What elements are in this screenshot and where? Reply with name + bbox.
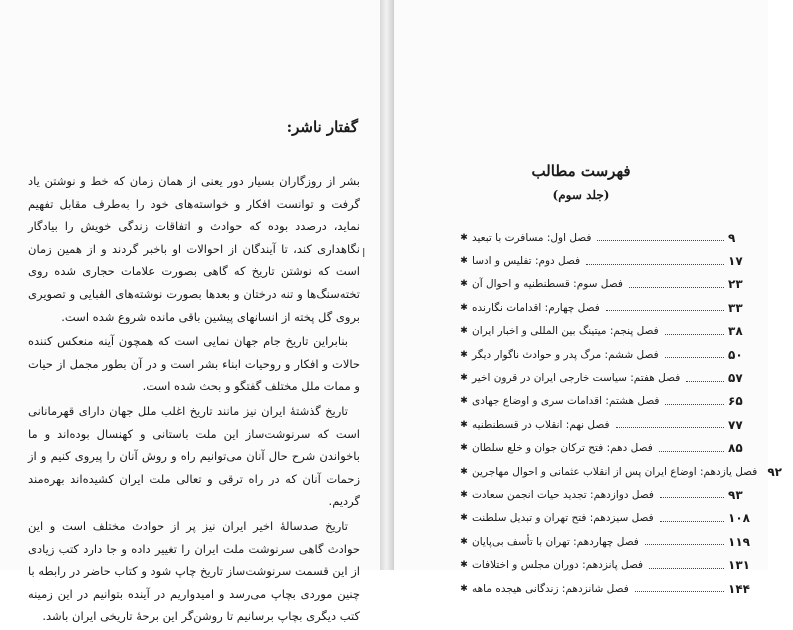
asterisk-icon: ✱ — [460, 560, 468, 571]
toc-entry-label: فصل هفتم: سیاست خارجی ایران در قرون اخیر — [472, 372, 681, 385]
asterisk-icon: ✱ — [460, 232, 468, 243]
asterisk-icon: ✱ — [460, 489, 468, 500]
toc-entry-page-number: ۳۳ — [728, 300, 743, 315]
toc-entry-page-number: ۱۷ — [728, 254, 743, 269]
toc-entry-label: فصل پنجم: میتینگ بین المللی و اخبار ایران — [472, 325, 659, 338]
asterisk-icon: ✱ — [460, 466, 468, 477]
toc-leader-dots — [665, 404, 724, 405]
publisher-note-title: گفتار ناشر: — [286, 118, 358, 136]
toc-entry — [458, 273, 754, 296]
toc-leader-dots — [686, 381, 724, 382]
toc-leader-dots — [649, 568, 724, 569]
note-paragraph: بنابراین تاریخ جام جهان نمایی است که همچون آینه منعکس کننده حالات و افکار و روحیات ابناء بشر است و در آن بطور مجمل از حیات و ممات ملل مختلف گفتگو و بحث شده است. — [28, 334, 360, 394]
toc-leader-dots — [635, 591, 724, 592]
toc-entry-label: فصل دوم: تفلیس و ادسا — [472, 255, 581, 268]
toc-title: فهرست مطالب — [531, 162, 631, 180]
toc-entry-page-number: ۱۰۸ — [728, 511, 750, 526]
toc-subtitle: (جلد سوم) — [552, 188, 610, 202]
toc-entry-page-number: ۷۷ — [728, 417, 743, 432]
toc-entry — [458, 366, 754, 389]
toc-entry-page-number: ۵۰ — [728, 347, 743, 362]
toc-leader-dots — [660, 497, 724, 498]
toc-entry — [458, 507, 754, 530]
toc-entry-page-number: ۶۵ — [728, 394, 743, 409]
toc-leader-dots — [659, 451, 724, 452]
toc-entry-page-number: ۱۳۱ — [728, 558, 750, 573]
toc-leader-dots — [616, 427, 724, 428]
toc-leader-dots — [629, 287, 724, 288]
toc-entry-page-number: ۲۳ — [728, 277, 743, 292]
note-paragraph: تاریخ گذشتهٔ ایران نیز مانند تاریخ اغلب ملل جهان دارای قهرمانانی است که سرنوشت‌ساز این ملت باستانی و کهنسال بوده‌اند و ما باخواندن شرح حال آنان می‌توانیم راه و روش آنان را پیروی کنیم و از زحمات آنان که در راه ترقی و تعالی ملت ایران کشیده‌اند بهره‌مند گردیم. — [28, 403, 360, 509]
toc-entry-page-number: ۹۲ — [767, 464, 782, 479]
toc-entry — [458, 483, 754, 506]
toc-entry-page-number: ۵۷ — [728, 371, 743, 386]
book-gutter — [380, 0, 394, 570]
toc-entry — [458, 553, 754, 576]
toc-entry-page-number: ۳۸ — [728, 324, 743, 339]
toc-entry — [458, 437, 754, 460]
left-page — [0, 0, 380, 624]
table-of-contents — [458, 226, 782, 600]
toc-entry-label: فصل دهم: فتح ترکان جوان و خلع سلطان — [472, 442, 653, 455]
toc-entry-page-number: ۱۱۹ — [728, 534, 750, 549]
asterisk-icon: ✱ — [460, 373, 468, 384]
toc-entry-label: فصل شانزدهم: زندگانی هیجده ماهه — [472, 582, 629, 595]
toc-leader-dots — [665, 334, 724, 335]
toc-entry — [458, 320, 754, 343]
toc-entry-page-number: ۱۴۴ — [728, 581, 750, 596]
asterisk-icon: ✱ — [460, 279, 468, 290]
toc-leader-dots — [660, 521, 724, 522]
toc-entry-label: فصل چهاردهم: تهران با تأسف بی‌پایان — [472, 535, 639, 548]
asterisk-icon: ✱ — [460, 536, 468, 547]
toc-entry-label: فصل سیزدهم: فتح تهران و تبدیل سلطنت — [472, 512, 654, 525]
toc-entry-page-number: ۹۳ — [728, 487, 743, 502]
publisher-note-body — [28, 170, 360, 630]
toc-entry-label: فصل یازدهم: اوضاع ایران پس از انقلاب عثمانی و احوال مهاجرین — [472, 465, 758, 478]
toc-entry — [458, 460, 782, 483]
toc-entry-label: فصل سوم: قسطنطنیه و احوال آن — [472, 278, 623, 291]
asterisk-icon: ✱ — [460, 396, 468, 407]
toc-entry — [458, 343, 754, 366]
toc-entry-page-number: ۹ — [728, 230, 736, 245]
asterisk-icon: ✱ — [460, 419, 468, 430]
toc-entry-label: فصل نهم: انقلاب در قسطنطنیه — [472, 418, 610, 431]
margin-mark: ا — [362, 246, 366, 260]
toc-entry — [458, 530, 754, 553]
toc-entry-label: فصل اول: مسافرت با تبعید — [472, 231, 592, 244]
toc-entry — [458, 249, 754, 272]
toc-leader-dots — [586, 264, 724, 265]
asterisk-icon: ✱ — [460, 349, 468, 360]
toc-entry — [458, 296, 754, 319]
asterisk-icon: ✱ — [460, 443, 468, 454]
asterisk-icon: ✱ — [460, 256, 468, 267]
note-paragraph: بشر از روزگاران بسیار دور یعنی از همان زمان که خط و نوشتن یاد گرفت و توانست افکار و خواسته‌های خود را به‌طرف مقابل تفهیم نماید، درصدد بوده که حوادث و اتفاقات زندگی خویش را بیادگار نگاهداری کند، تا آیندگان از احوالات او باخبر گردند و از همین زمان است که نوشتن تاریخ که گاهی بصورت علامات حجاری شده روی تخته‌سنگ‌ها و تنه درختان و بعدها بصورت نوشته‌های الفبایی و تصویری بروی گل پخته از انسانهای پیشین باقی مانده شروع شده است. — [28, 174, 360, 324]
toc-entry-label: فصل چهارم: اقدامات نگارنده — [472, 301, 600, 314]
toc-entry-label: فصل ششم: مرگ پدر و حوادث ناگوار دیگر — [472, 348, 659, 361]
asterisk-icon: ✱ — [460, 326, 468, 337]
toc-leader-dots — [645, 544, 724, 545]
toc-entry-label: فصل پانزدهم: دوران مجلس و اختلافات — [472, 559, 644, 572]
toc-entry-label: فصل هشتم: اقدامات سری و اوضاع جهادی — [472, 395, 660, 408]
toc-entry — [458, 413, 754, 436]
toc-leader-dots — [597, 240, 724, 241]
asterisk-icon: ✱ — [460, 302, 468, 313]
asterisk-icon: ✱ — [460, 583, 468, 594]
note-paragraph: تاریخ صدسالهٔ اخیر ایران نیز پر از حوادث مختلف است و این حوادث گاهی سرنوشت ملت ایران را تغییر داده و جا دارد کتب زیادی از این قسمت سرنوشت‌ساز تاریخ چاپ شود و کتاب حاضر در رابطه با چنین موردی بچاپ می‌رسد و امیدواریم در آینده بتوانیم در این زمینه کتب دیگری بچاپ برسانیم تا روشن‌گر این برحهٔ تاریخی ایران باشد. — [28, 518, 360, 624]
toc-entry — [458, 577, 754, 600]
toc-entry — [458, 390, 754, 413]
toc-entry-label: فصل دوازدهم: تجدید حیات انجمن سعادت — [472, 488, 654, 501]
toc-leader-dots — [665, 357, 724, 358]
toc-entry — [458, 226, 754, 249]
toc-entry-page-number: ۸۵ — [728, 441, 743, 456]
asterisk-icon: ✱ — [460, 513, 468, 524]
toc-leader-dots — [606, 310, 724, 311]
